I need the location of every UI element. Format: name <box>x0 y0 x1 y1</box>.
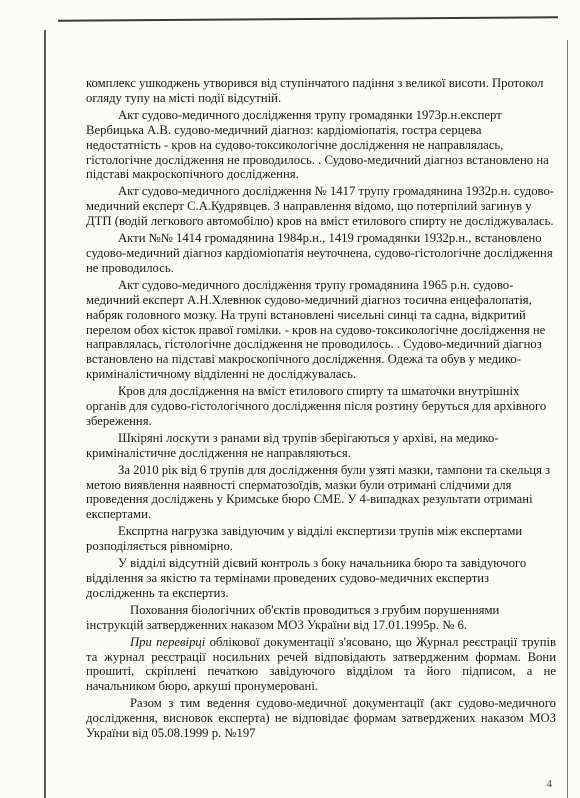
paragraph-9: Експртна нагрузка завідуючим у відділі експертизи трупів між експертами розподіляється рівномірно. <box>86 524 523 554</box>
scan-edge-top <box>58 16 558 33</box>
document-body <box>86 76 556 741</box>
paragraph-13: Разом з тим ведення судово-медичної документації (акт судово-медичного дослідження, висновок експерта) не відповідає формам затверджених наказом МОЗ України від 05.08.1999 р. №197 <box>86 696 556 741</box>
paragraph-4: Акти №№ 1414 громадянина 1984р.н., 1419 громадянки 1932р.н., встановлено судово-медичний діагноз кардіоміопатія неуточнена, судово-гістологічне дослідження не проводилось. <box>86 231 553 275</box>
paragraph-7: Шкіряні лоскути з ранами від трупів зберігаються у архіві, на медико-криміналістичне дослідження не направляються. <box>86 430 499 460</box>
paragraph-10: У відділі відсутній дієвий контроль з боку начальника бюро та завідуючого відділення за якістю та термінами проведених судово-медичних експертиз дослідженнь та експертиз. <box>86 556 527 600</box>
page-number: 4 <box>546 778 552 790</box>
paragraph-12-lead: При перевірці <box>130 634 206 649</box>
scan-edge-left <box>44 30 52 798</box>
paragraph-1: комплекс ушкоджень утворився від ступінчатого падіння з великої висоти. Протокол огляду тупу на місті події відсутній. <box>86 76 544 105</box>
paragraph-11: Поховання біологічних об'єктів проводиться з грубим порушеннями інструкцій затвердженних наказом МОЗ України від 17.01.1995р. № 6. <box>86 602 500 632</box>
paragraph-6: Кров для дослідження на вміст етилового спирту та шматочки внутрішніх органів для судово-гістологічного дослідження після розтину беруться для архівного збереження. <box>86 384 547 428</box>
paragraph-12-text: облікової документації з'ясовано, що Журнал реєстрації трупів та журнал реєстрації носильних речей відповідають затвердженим формам. Вони прошиті, скріплені печаткою завідуючого відділом та його підписом, а не начальником бюро, аркуші пронумеровані. <box>86 634 557 694</box>
paragraph-3: Акт судово-медичного дослідження № 1417 трупу громадянина 1932р.н. судово-медичний експерт С.А.Кудрявцев. З направлення відомо, що потерпілий загинув у ДТП (водій легкового автомобілю) кров на вміст етилового спирту не досліджувалась. <box>86 184 555 229</box>
scan-edge-right <box>563 40 568 798</box>
paragraph-2: Акт судово-медичного дослідження трупу громадянки 1973р.н.експерт Вербицька А.В. судово-медичний діагноз: кардіоміопатія, гостра серцева недостатність - кров на судово-токсикологічне дослідження не направлялась, гістологічне дослідження не проводилось. . Судово-медичний діагноз встановлено на підставі макроскопічного дослідження. <box>86 107 549 182</box>
paragraph-8: За 2010 рік від 6 трупів для дослідження були узяті мазки, тампони та скельця з метою виявлення наявності сперматозоїдів, мазки були отримані слідчими для проведення досліджень у Кримське бюро СМЕ. У 4-випадках результати отримані експертами. <box>86 462 551 522</box>
paragraph-12 <box>86 635 556 695</box>
paragraph-5: Акт судово-медичного дослідження трупу громадянина 1965 р.н. судово-медичний експерт А.Н.Хлевнюк судово-медичний діагноз тосична енцефалопатія, набряк головного мозку. На трупі встановлені чисельні синці та садна, відкритий перелом обох кісток правої гомілки. - кров на судово-токсикологічне дослідження не направлялась, гістологічне дослідження не проводилось. . Судово-медичний діагноз встановлено на підставі макроскопічного дослідження. Одежа та обув у медико-криміналістичному відділенні не досліджувалась. <box>86 277 546 382</box>
